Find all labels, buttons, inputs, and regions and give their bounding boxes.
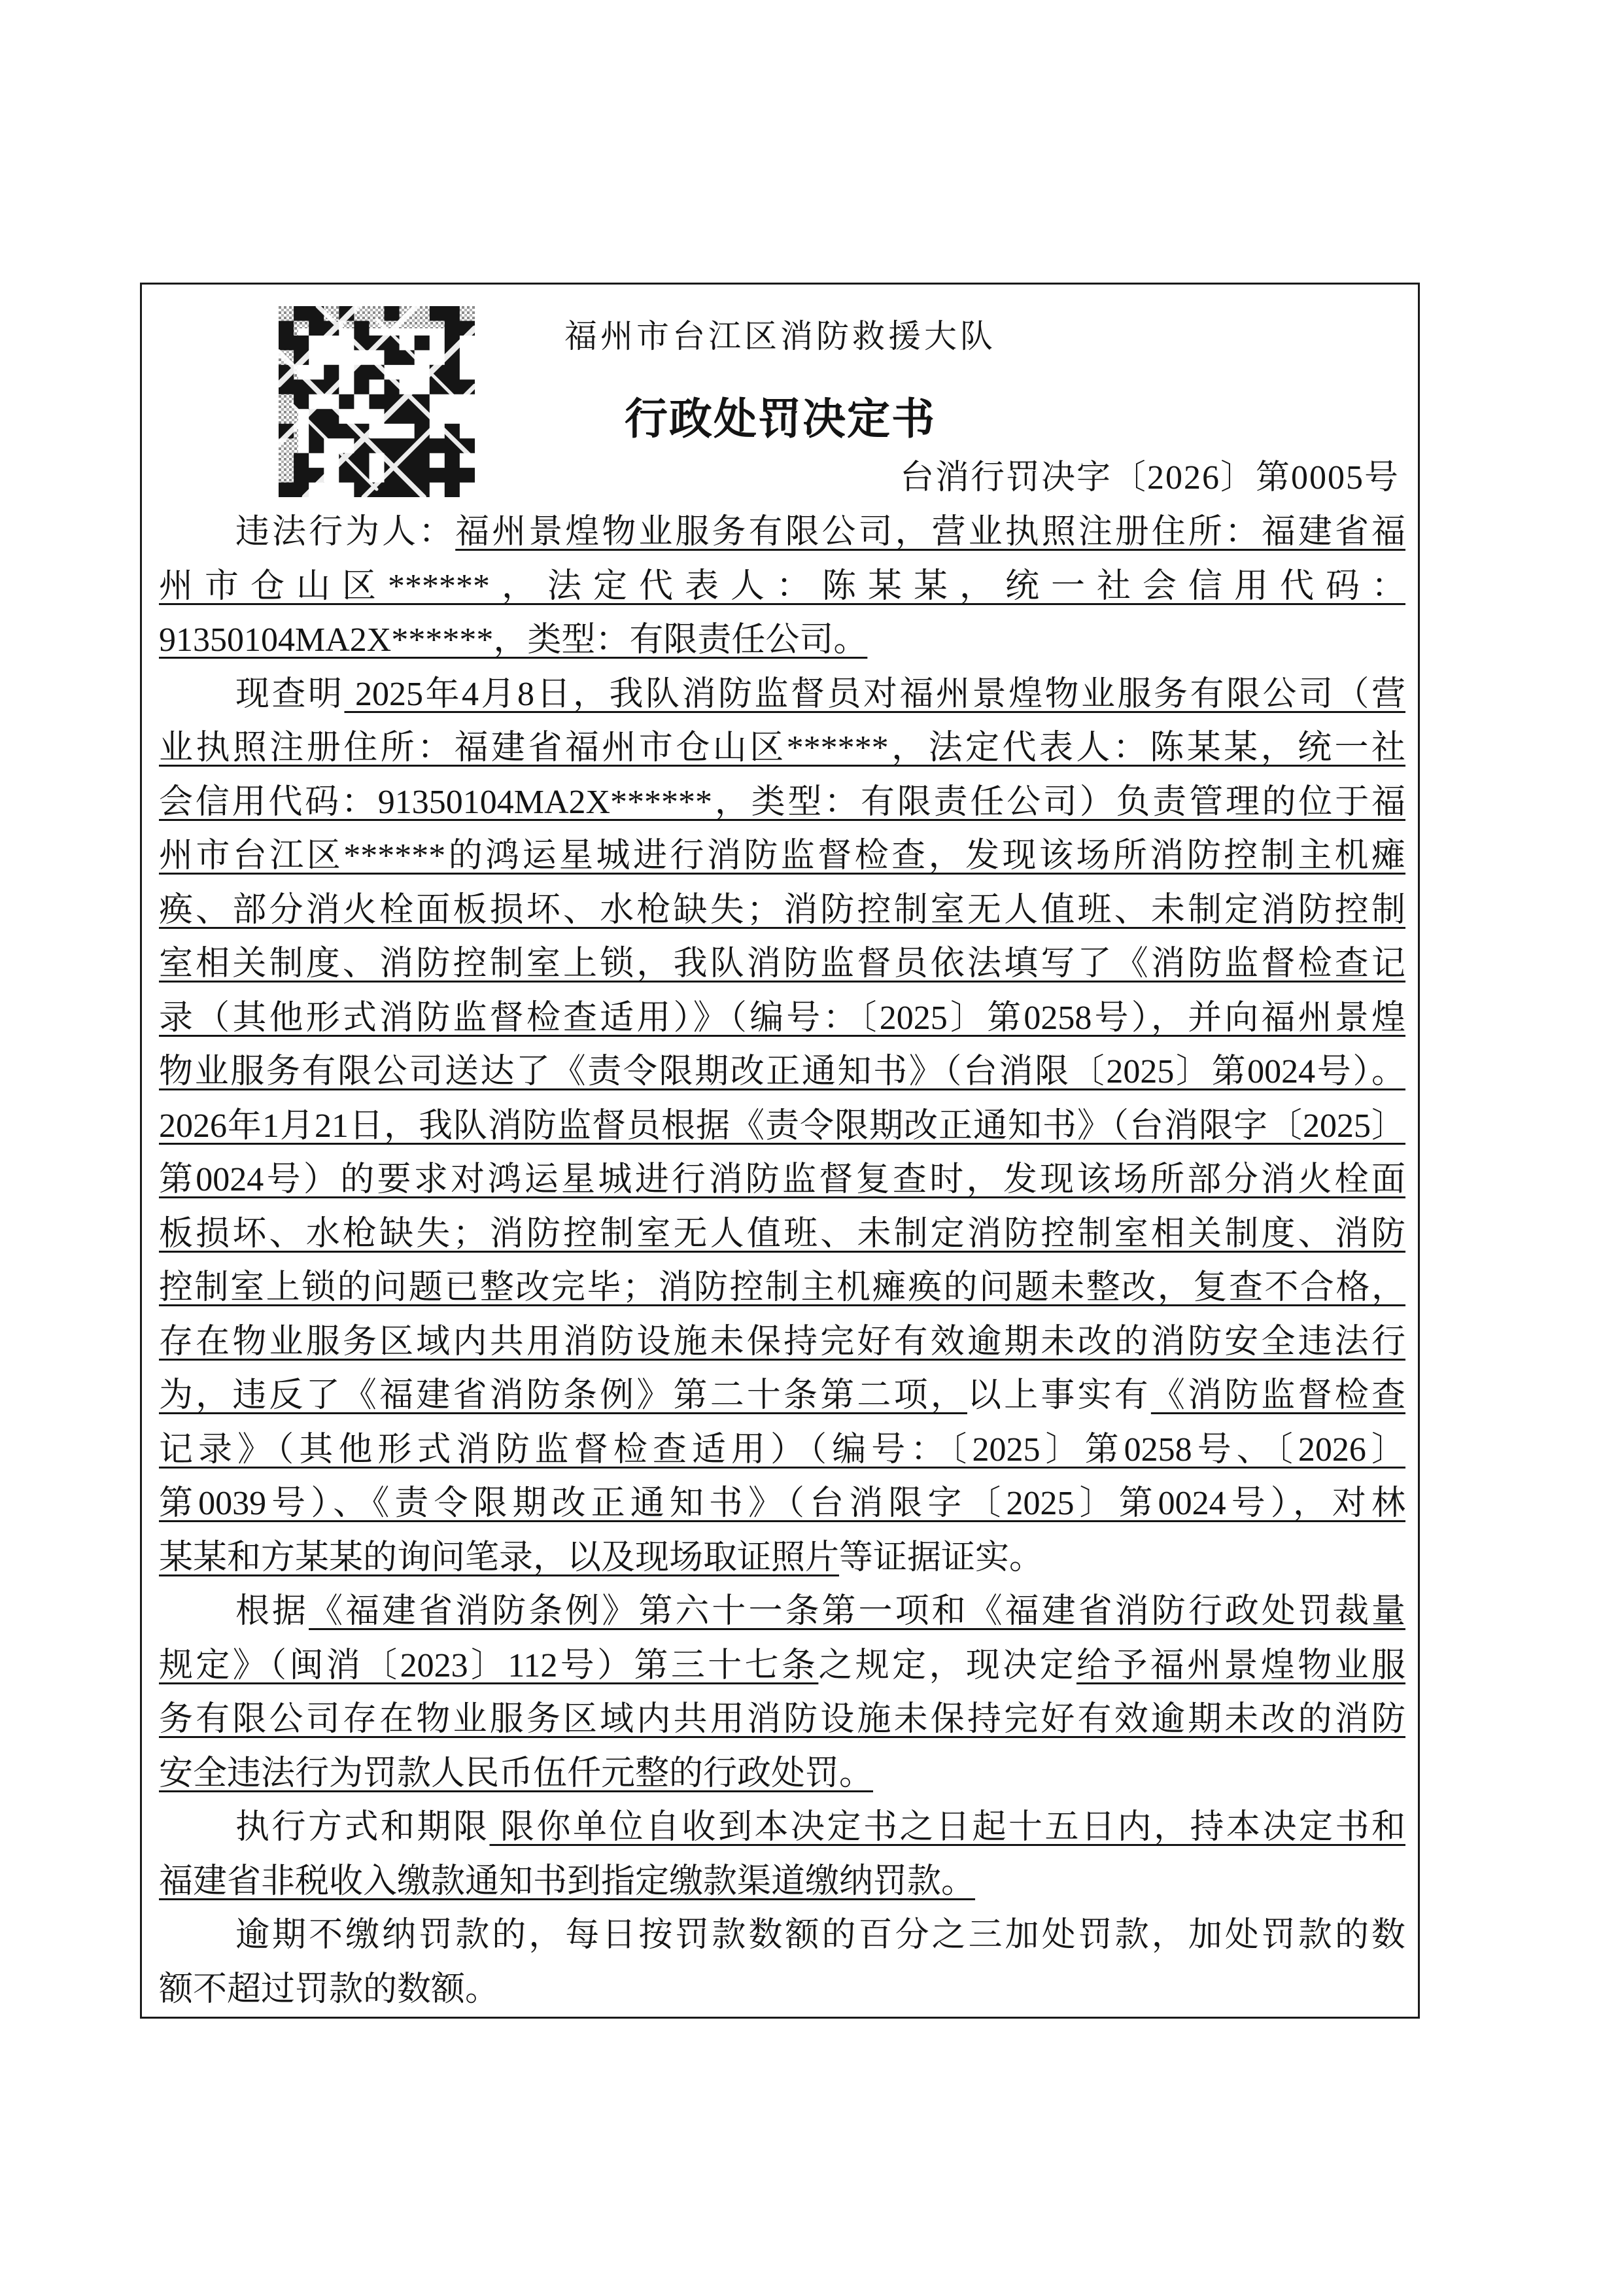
filled-text: 为，违反了《福建省消防条例》第二十条第二项， [159,1377,967,1414]
filled-text: 限你单位自收到本决定书之日起十五日内，持本决定书和 [489,1809,1405,1846]
document-title: 行政处罚决定书 [625,394,936,443]
body-line [159,884,1405,938]
body-line [159,1855,1405,1909]
paragraph [159,668,1405,1586]
filled-text: 室相关制度、消防控制室上锁，我队消防监督员依法填写了《消防监督检查记 [159,945,1405,983]
body-line [159,506,1405,560]
form-text: 执行方式和期限 [235,1809,490,1846]
body-line [159,992,1405,1046]
agency-name: 福州市台江区消防救援大队 [564,318,996,355]
filled-text: 务有限公司存在物业服务区域内共用消防设施未保持完好有效逾期未改的消防 [159,1701,1405,1738]
filled-text: 《消防监督检查 [1150,1377,1405,1414]
filled-text: 录（其他形式消防监督检查适用）》（编号：〔2025〕第0258号），并向福州景煌 [159,999,1405,1037]
filled-text: 给予福州景煌物业服 [1076,1646,1405,1684]
body-line [159,1801,1405,1855]
qr-code-redacted [279,306,475,497]
filled-text: 第0024号）的要求对鸿运星城进行消防监督复查时，发现该场所部分消火栓面 [159,1161,1405,1198]
body-line [159,1477,1405,1531]
form-text: 额不超过罚款的数额。 [159,1970,500,2008]
form-text: 逾期不缴纳罚款的，每日按罚款数额的百分之三加处罚款，加处罚款的数 [235,1917,1405,1954]
paragraph [159,1909,1405,2017]
filled-text: 福建省非税收入缴款通知书到指定缴款渠道缴纳罚款。 [159,1862,976,1900]
paragraph [159,506,1405,668]
body-line [159,1963,1405,2017]
filled-text: 州市仓山区******，法定代表人：陈某某，统一社会信用代码： [159,567,1405,605]
filled-text: 福州景煌物业服务有限公司，营业执照注册住所：福建省福 [455,513,1405,551]
filled-text: 记录》（其他形式消防监督检查适用）（编号：〔2025〕第0258号、〔2026〕 [159,1431,1405,1469]
body-line [159,1585,1405,1639]
body-line [159,829,1405,884]
filled-text: 规定》（闽消〔2023〕112号）第三十七条 [159,1646,819,1684]
form-text: 现查明 [235,675,345,713]
filled-text: 控制室上锁的问题已整改完毕；消防控制主机瘫痪的问题未整改，复查不合格， [159,1269,1405,1306]
form-text: 等证据证实。 [839,1539,1044,1576]
body-line [159,776,1405,830]
body-line [159,1100,1405,1154]
filled-text: 《福建省消防条例》第六十一条第一项和《福建省消防行政处罚裁量 [309,1593,1405,1630]
body-line [159,1909,1405,1963]
filled-text: 安全违法行为罚款人民币伍仟元整的行政处罚。 [159,1754,874,1792]
filled-text: 91350104MA2X******，类型：有限责任公司。 [159,621,868,659]
body-line [159,1369,1405,1423]
filled-text: 2025年4月8日，我队消防监督员对福州景煌物业服务有限公司（营 [344,675,1405,713]
filled-text: 痪、部分消火栓面板损坏、水枪缺失；消防控制室无人值班、未制定消防控制 [159,891,1405,929]
qr-modules [279,306,475,497]
body-line [159,1153,1405,1208]
filled-text: 2026年1月21日，我队消防监督员根据《责令限期改正通知书》（台消限字〔2025〕 [159,1107,1405,1145]
body-line [159,1639,1405,1694]
document-number: 台消行罚决字〔2026〕第0005号 [899,459,1400,496]
filled-text: 州市台江区******的鸿运星城进行消防监督检查，发现该场所消防控制主机瘫 [159,837,1405,875]
body-line [159,560,1405,614]
filled-text: 存在物业服务区域内共用消防设施未保持完好有效逾期未改的消防安全违法行 [159,1323,1405,1361]
form-text: 根据 [235,1593,309,1630]
paragraph [159,1801,1405,1909]
body-line [159,1423,1405,1478]
body-line [159,668,1405,722]
filled-text: 板损坏、水枪缺失；消防控制室无人值班、未制定消防控制室相关制度、消防 [159,1215,1405,1253]
form-text: 之规定，现决定 [818,1646,1076,1684]
body-line [159,1693,1405,1747]
body-line [159,614,1405,668]
paragraph [159,1585,1405,1801]
filled-text: 第0039号）、《责令限期改正通知书》（台消限字〔2025〕第0024号），对林 [159,1485,1405,1522]
body-line [159,1261,1405,1315]
body-line [159,937,1405,992]
filled-text: 业执照注册住所：福建省福州市仓山区******，法定代表人：陈某某，统一社 [159,729,1405,767]
filled-text: 会信用代码：91350104MA2X******，类型：有限责任公司）负责管理的位于福 [159,783,1405,821]
form-text: 以上事实有 [967,1377,1151,1414]
filled-text: 物业服务有限公司送达了《责令限期改正通知书》（台消限〔2025〕第0024号）。 [159,1053,1405,1090]
body-line [159,1208,1405,1262]
body-line [159,1531,1405,1586]
filled-text: 某某和方某某的询问笔录，以及现场取证照片 [159,1539,840,1576]
body-line [159,1747,1405,1801]
body-line [159,722,1405,776]
body-line [159,1315,1405,1370]
form-text: 违法行为人： [235,513,456,551]
body-line [159,1045,1405,1100]
decision-body [159,506,1405,2017]
